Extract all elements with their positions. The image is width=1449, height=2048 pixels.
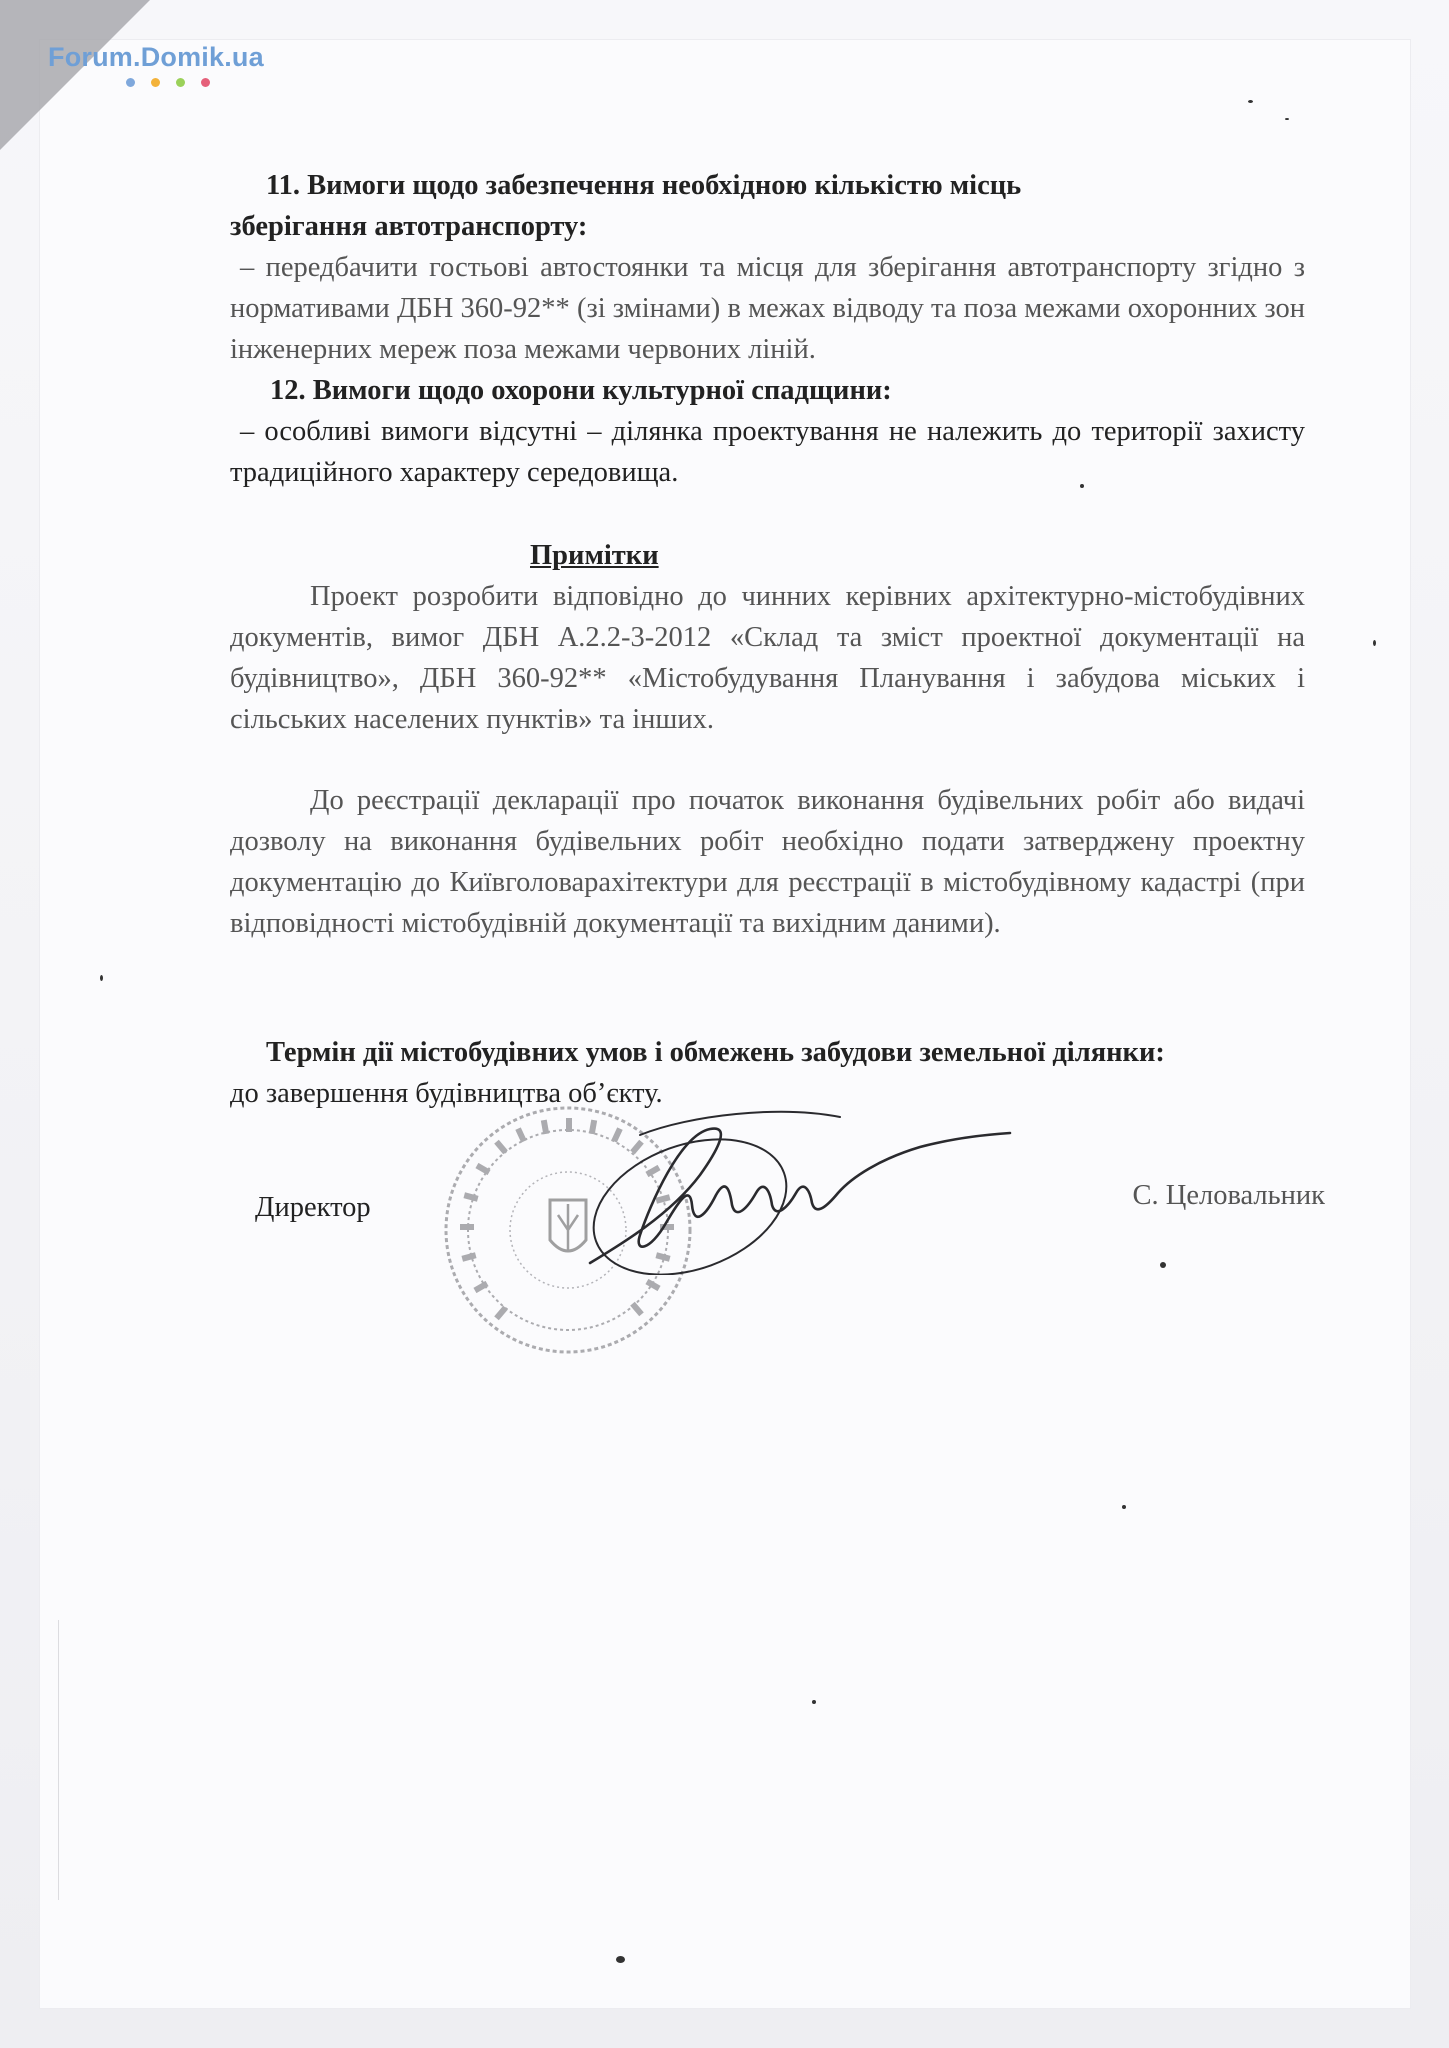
notes-title: Примітки [530,540,659,571]
term-value: до завершення будівництва об’єкту. [230,1078,663,1109]
section-12-body: – особливі вимоги відсутні – ділянка проектування не належить до території захисту традиційного характеру середовища. [230,416,1305,488]
document-body [230,165,1305,1114]
scan-speck [1248,100,1253,103]
watermark-dot [201,78,210,87]
handwritten-signature [580,1095,1030,1275]
watermark-dot [151,78,160,87]
scan-speck [812,1700,816,1704]
section-11-heading-line2: зберігання автотранспорту: [230,211,588,242]
folded-corner [0,0,150,150]
section-11-body: – передбачити гостьові автостоянки та місця для зберігання автотранспорту згідно з нормативами ДБН 360-92** (зі змінами) в межах відводу та поза межами охоронних зон інженерних мереж поза межами червоних ліній. [230,252,1305,365]
watermark-dot [176,78,185,87]
signatory-position: Директор [255,1192,371,1223]
watermark-dots [126,78,210,87]
section-12-heading: 12. Вимоги щодо охорони культурної спадщини: [270,375,892,406]
section-11-heading-line1: 11. Вимоги щодо забезпечення необхідною кількістю місць [266,170,1022,201]
scan-speck [1373,640,1376,646]
scan-edge-line [58,1620,59,1900]
watermark-dot [126,78,135,87]
scan-speck [1285,118,1289,120]
scan-speck [1080,484,1084,488]
watermark-logo: Forum.Domik.ua [48,42,264,72]
scan-speck [100,975,103,981]
scan-speck [1122,1505,1126,1509]
notes-paragraph-2: До реєстрації декларації про початок виконання будівельних робіт або видачі дозволу на виконання будівельних робіт необхідно подати затверджену проектну документацію до Київголоварахітектури для реєстрації в містобудівному кадастрі (при відповідності містобудівній документації та вихідним даними). [230,785,1305,939]
scan-speck [616,1956,625,1963]
signatory-name: С. Целовальник [1132,1180,1325,1211]
scan-speck [1160,1262,1166,1268]
notes-paragraph-1: Проект розробити відповідно до чинних керівних архітектурно-містобудівних документів, вимог ДБН А.2.2-3-2012 «Склад та зміст проектної документації на будівництво», ДБН 360-92** «Містобудування Планування і забудова міських і сільських населених пунктів» та інших. [230,581,1305,735]
term-heading: Термін дії містобудівних умов і обмежень забудови земельної ділянки: [266,1037,1165,1068]
